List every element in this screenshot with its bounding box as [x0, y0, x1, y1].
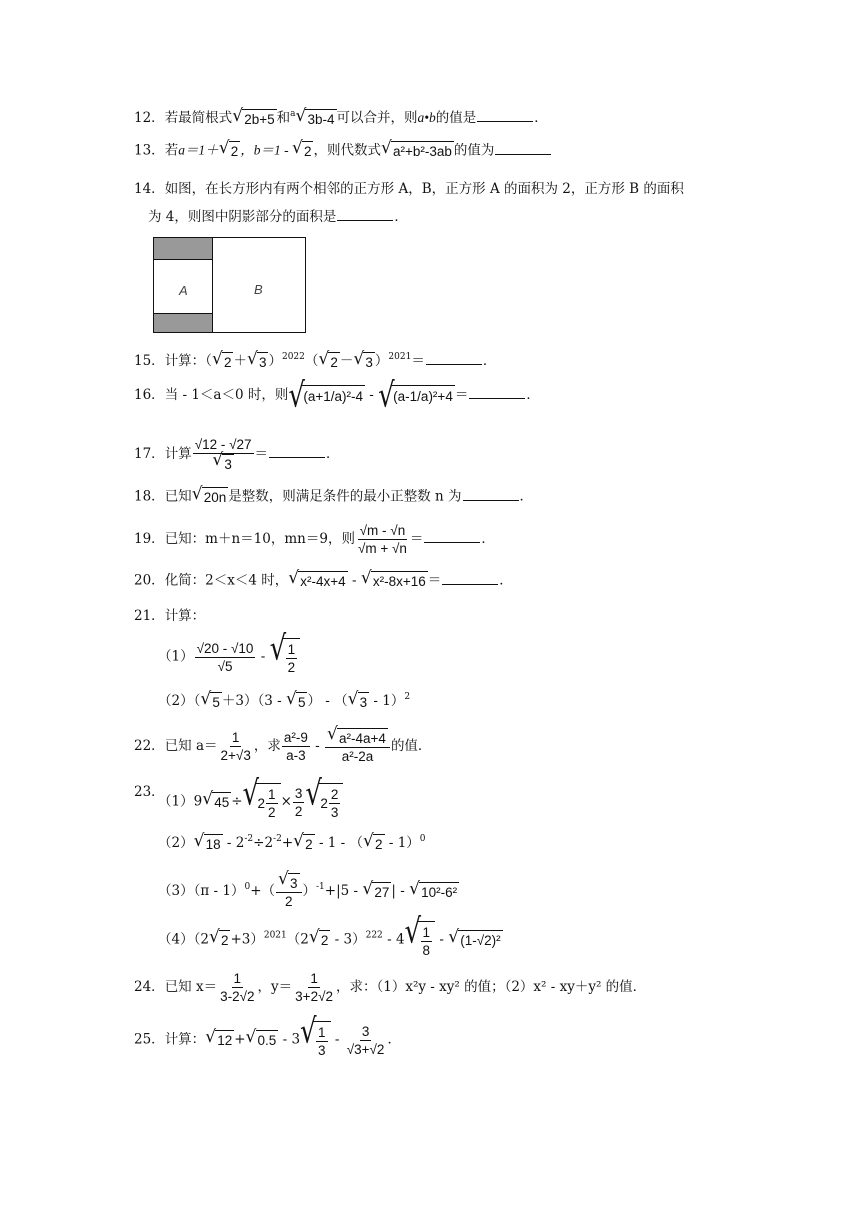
answer-blank	[495, 142, 551, 155]
question-18: 18．已知√ 20n 是整数，则满足条件的最小正整数 n 为 ．	[134, 487, 533, 507]
question-22: 22．已知 a＝ $\frac{1}{2+√3}$ ，求 $\frac{\text{a²-9}}{a-3}$ - √ $\frac{\text{a²-4a+4}}{\text{a²-2a}}$ 的值．	[134, 728, 431, 765]
question-23-4: （4）（2√ 2 +3）$^{2021}$（2√ 2 - 3）$^{222}$ - 4 √ $\frac{1}{8}$ - √ (1-√2)²	[158, 921, 503, 959]
question-13: 13．若a＝1＋√ 2 ，b＝1 - √ 2 ，则代数式√ a²+b²-3ab 的值为	[134, 141, 552, 161]
label-b: B	[254, 282, 263, 297]
question-15: 15．计算：（√ 2 ＋√ 3 ）$^{2022}$（√ 2 －√ 3 ）$^{2021}$＝ ．	[134, 348, 496, 372]
question-23-2: （2）√ $18 - 2^{-2}\div 2^{-2}+√$ 2 - 1 - （√ 2 - 1）$^0$	[158, 830, 426, 854]
radical: √ (a-1/a)²+4	[378, 385, 455, 406]
question-25: 25．计算：√ 12 +√ 0.5 - 3 √ $\frac{1}{3}$ - $\frac{3}{√3+√2}$ ．	[134, 1021, 401, 1059]
question-21: 21．计算：	[134, 608, 206, 624]
question-20: 20．化简：2＜x＜4 时，√ x²-4x+4 - √ x²-8x+16 ＝ ．	[134, 571, 513, 591]
fraction: $\frac{√m - √n}{√m + √n}$	[357, 523, 407, 556]
rectangle-figure	[153, 237, 306, 333]
question-16: 16．当 - 1＜a＜0 时，则√ (a+1/a)²-4 - √ (a-1/a)²+4 ＝ ．	[134, 385, 540, 406]
answer-blank	[477, 109, 533, 122]
question-21-2: （2）（√ 5 ＋3）（3 - √ 5 ） - （√ 3 - 1）$^2$	[158, 688, 410, 712]
fraction: √12 - √27 √ 3	[193, 436, 254, 473]
question-23: 23．	[134, 784, 165, 800]
square-a	[154, 238, 213, 332]
question-14: 14．如图，在长方形内有两个相邻的正方形 A，B，正方形 A 的面积为 2，正方形 B 的面积	[134, 181, 684, 197]
question-12: 12．若最简根式√ 2b+5 和$^a$√ 3b-4 可以合并，则a•b的值是 ．	[134, 105, 548, 129]
question-21-1: （1） $\frac{√20 - √10}{√5}$ - √ $\frac{1}{2}$	[158, 638, 300, 676]
radical: √ (a+1/a)²-4	[288, 385, 365, 406]
question-17: 17．计算 √12 - √27 √ 3 ＝ ．	[134, 436, 340, 473]
radical: √ a²+b²-3ab	[381, 141, 454, 161]
answer-blank	[337, 208, 393, 221]
radical: √ 2	[292, 141, 314, 161]
shaded-bottom	[154, 313, 212, 332]
radical: √ 3b-4	[295, 109, 336, 129]
question-14-line2: 为 4，则图中阴影部分的面积是 ．	[148, 209, 408, 225]
question-23-3: （3）（π - 1）$^0$+（ √ $\frac{3}{2}$ ）$^{-1}$+|5 - √ 27 | - √ 10²-6²	[158, 873, 459, 910]
question-24: 24．已知 x＝ $\frac{1}{3-2√2}$ ，y＝ $\frac{1}{3+2√2}$ ，求：（1）x²y - xy² 的值；（2）x² - xy＋y² 的值．	[134, 971, 647, 1004]
shaded-top	[154, 238, 212, 260]
question-19: 19．已知：m＋n＝10，mn＝9，则 $\frac{√m - √n}{√m + √n}$ ＝ ．	[134, 523, 495, 556]
label-a: A	[179, 283, 188, 298]
radical: √ 2b+5	[232, 109, 276, 129]
radical: √ 2	[219, 141, 241, 161]
question-23-1: （1）9√ 45 ÷√ 2 $\frac{1}{2}$ × $\frac{3}{2}$ √ 2 $\frac{2}{3}$	[158, 783, 343, 821]
